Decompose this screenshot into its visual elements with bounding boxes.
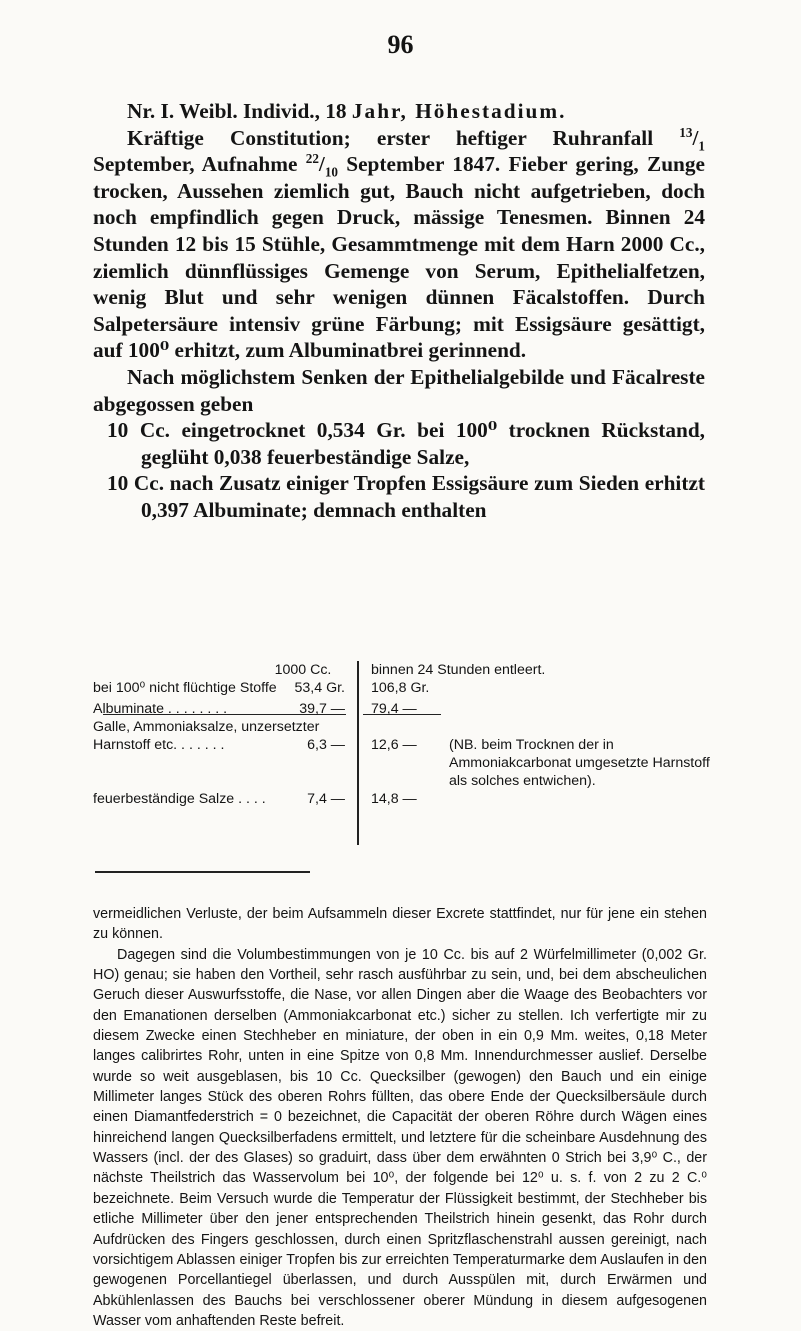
description-text: September, Aufnahme [93, 152, 306, 177]
date-denominator: 10 [324, 164, 339, 180]
row-label: Albuminate . . . . . . . . [93, 701, 228, 717]
table-row [93, 700, 713, 718]
row-label: feuerbeständige Salze . . . . [93, 791, 266, 807]
table-row [93, 718, 713, 736]
row-label: bei 100⁰ nicht flüchtige Stoffe [93, 680, 277, 696]
date-denominator: 1 [698, 137, 705, 153]
methods-paragraph-1: vermeidlichen Verluste, der beim Aufsammeln dieser Excrete stattfindet, nur für jene ein stehen zu können. [93, 906, 707, 943]
table-row [93, 736, 713, 789]
row-label: Galle, Ammoniaksalze, unzersetzter [93, 719, 320, 735]
value-1000cc: 6,3 — [307, 737, 345, 753]
row-label-cell [93, 790, 345, 808]
value-1000cc: 53,4 Gr. [294, 680, 345, 696]
case-description: Kräftige Constitution; erster heftiger Ruhranfall $^{13}/_1$ September, Aufnahme $^{22}/_{10}$ September 1847. Fieber gering, Zunge trocken, Aussehen ziemlich gut, Bauch nicht aufgetrieben, doch noch empfindlich gegen Druck, mässige Tenesmen. Binnen 24 Stunden 12 bis 15 Stühle, Gesammtmenge mit dem Harn 2000 Cc., ziemlich dünnflüssiges Gemenge von Serum, Epithelialfetzen, wenig Blut und sehr wenigen dünnen Fäcalstoffen. Durch Salpetersäure intensiv grüne Färbung; mit Essigsäure gesättigt, auf 100⁰ erhitzt, zum Albuminatbrei gerinnend. [93, 124, 705, 363]
table-header-row [93, 661, 713, 679]
case-subject: Weibl. Individ., 18 [179, 99, 347, 123]
measurement-albuminates: 10 Cc. nach Zusatz einiger Tropfen Essigsäure zum Sieden erhitzt 0,397 Albuminate; demnach enthalten [107, 471, 705, 522]
page-number: 96 [387, 30, 414, 59]
row-label: Harnstoff etc. . . . . . . [93, 737, 225, 753]
date-numerator: 13 [679, 124, 693, 140]
footnote-rule [95, 871, 310, 873]
value-1000cc: 39,7 — [299, 701, 345, 717]
description-text: Kräftige Constitution; erster heftiger Ruhranfall [127, 125, 680, 150]
case-report [93, 98, 705, 524]
row-label-cell [93, 736, 345, 754]
procedure-paragraph: Nach möglichstem Senken der Epithelialgebilde und Fäcalreste abgegossen geben [93, 364, 705, 416]
value-24h: 14,8 — [371, 791, 417, 807]
value-1000cc: 7,4 — [307, 791, 345, 807]
value-24h: 106,8 Gr. [371, 680, 430, 696]
date-numerator: 22 [305, 151, 319, 167]
methods-paragraph-2: Dagegen sind die Volumbestimmungen von je 10 Cc. bis auf 2 Würfelmillimeter (0,002 Gr. HO) genau; sie haben den Vortheil, sehr rasch ausführbar zu sein, und, bei dem abscheulichen Geruch dieser Auswurfsstoffe, die Nase, vor allen Dingen aber die Waage des Beobachters vor den Emanationen derselben (Ammoniakcarbonat etc.) sicher zu stellen. Ich verfertigte mir zu diesem Zwecke einen Stechheber en miniature, der oben in ein 0,9 Mm. weites, 0,18 Meter langes calibrirtes Rohr, unten in eine Spitze von 0,8 Mm. Innendurchmesser auslief. Derselbe wurde so weit ausgeblasen, bis 10 Cc. Quecksilber (gewogen) den Bauch und ein einige Millimeter langes Stück des oberen Rohrs füllten, das obere Ende der Quecksilbersäule durch einen Diamantfederstrich = 0 bezeichnet, die Capacität der oberen Röhre durch Wägen eines hinreichend langen Quecksilberfadens ermittelt, und letztere für die scheinbare Ausdehnung des Wassers (incl. der des Glases) so graduirt, dass über dem erwähnten 0 Strich bei 3,9⁰ C., der nächste Theilstrich das Wasservolum bei 10⁰, der folgende bei 12⁰ u. s. f. von 2 zu 2 C.⁰ bezeichnete. Beim Versuch wurde die Temperatur der Flüssigkeit bestimmt, der Stechheber bis etliche Millimeter über den jener entsprechenden Theilstrich hinein gesenkt, das Rohr durch Aufdrücken des Fingers geschlossen, durch einen Spritzflaschenstrahl aussen gereinigt, nach vorsichtigem Ablassen einiger Tropfen bis zur erreichten Temperaturmarke dem Auslaufen in den gewogenen Porcellantiegel überlassen, und durch Ausspülen mit, durch Erwärmen und Abkühlenlassen des Bauchs bei verschlossener oberer Mündung in diesem aufgesogenen Wasser vom anhaftenden Reste befreit. [93, 946, 707, 1329]
methods-text [93, 904, 707, 1331]
case-number: Nr. I. [127, 99, 175, 123]
measurement-dry-residue: 10 Cc. eingetrocknet 0,534 Gr. bei 100⁰ trocknen Rückstand, geglüht 0,038 feuerbeständige Salze, [107, 418, 705, 469]
table-row [93, 679, 713, 697]
composition-table [93, 661, 713, 808]
case-stage: Jahr, Höhestadium. [351, 99, 567, 123]
value-24h: 12,6 — [371, 737, 417, 753]
description-text: September 1847. Fieber gering, Zunge trocken, Aussehen ziemlich gut, Bauch nicht aufgetrieben, doch noch empfindlich gegen Druck, mässige Tenesmen. Binnen 24 Stunden 12 bis 15 Stühle, Gesammtmenge mit dem Harn 2000 Cc., ziemlich dünnflüssiges Gemenge von Serum, Epithelialfetzen, wenig Blut und sehr wenigen dünnen Fäcalstoffen. Durch Salpetersäure intensiv grüne Färbung; mit Essigsäure gesättigt, auf 100⁰ erhitzt, zum Albuminatbrei gerinnend. [93, 152, 705, 363]
table-note: (NB. beim Trocknen der in Ammoniakcarbonat umgesetzte Harnstoff als solches entwichen). [449, 737, 710, 789]
case-heading [93, 98, 705, 125]
value-24h: 79,4 — [371, 701, 417, 717]
column-header-24h: binnen 24 Stunden entleert. [371, 662, 546, 678]
column-header-1000cc: 1000 Cc. [274, 662, 332, 678]
table-row [93, 790, 713, 808]
row-label-cell [93, 679, 345, 697]
row-label-cell [93, 700, 345, 718]
